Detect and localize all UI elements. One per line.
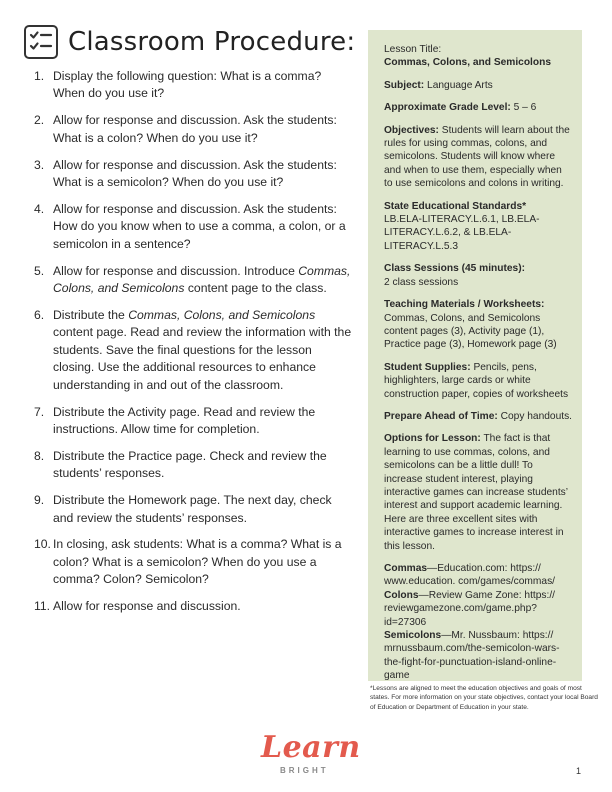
step-text-part: Distribute the Practice page. Check and review the students’ responses. — [53, 448, 327, 481]
prepare-label: Prepare Ahead of Time: — [384, 410, 498, 422]
step-text — [53, 263, 352, 298]
procedure-step — [34, 263, 352, 298]
grade-label: Approximate Grade Level: — [384, 102, 511, 114]
step-number: 9. — [34, 493, 45, 508]
procedure-steps — [34, 68, 352, 625]
logo-main-text: Learn — [261, 730, 361, 765]
step-text-italic: Commas, Colons, and Semicolons — [53, 263, 351, 296]
step-text-part: In closing, ask students: What is a comma? What is a colon? What is a semicolon? When do you use a comma? Colon? Semicolon? — [53, 537, 342, 587]
step-text-part: Distribute the — [53, 307, 129, 322]
lesson-title-value: Commas, Colons, and Semicolons — [384, 57, 551, 69]
game-link-commas[interactable] — [384, 562, 572, 589]
step-number: 8. — [34, 448, 45, 463]
procedure-step — [34, 492, 352, 527]
game-link-text: —Education.com: https:// www.education. com/games/commas/ — [384, 563, 555, 588]
step-number: 7. — [34, 404, 45, 419]
procedure-step — [34, 536, 352, 588]
supplies-label: Student Supplies: — [384, 361, 471, 373]
grade-block — [384, 101, 572, 114]
standards-label: State Educational Standards* — [384, 200, 527, 212]
step-text-part: Allow for response and discussion. Introduce — [53, 263, 299, 278]
game-link-colons[interactable] — [384, 589, 572, 629]
step-text — [53, 157, 352, 192]
supplies-block — [384, 361, 572, 401]
step-number: 4. — [34, 201, 45, 216]
step-text — [53, 404, 352, 439]
materials-value: Commas, Colons, and Semicolons content pages (3), Activity page (1), Practice page (3), Homework page (3) — [384, 312, 557, 351]
prepare-block — [384, 410, 572, 423]
options-label: Options for Lesson: — [384, 433, 481, 445]
prepare-value: Copy handouts. — [500, 410, 573, 422]
step-number: 6. — [34, 307, 45, 322]
step-number: 5. — [34, 263, 45, 278]
procedure-step — [34, 448, 352, 483]
standards-block — [384, 200, 572, 254]
procedure-step — [34, 68, 352, 103]
step-number: 2. — [34, 113, 45, 128]
step-text-part: content page to the class. — [184, 281, 327, 296]
step-text-part: Allow for response and discussion. Ask the students: How do you know when to use a comma, a colon, or a semicolon in a sentence? — [53, 201, 346, 251]
game-link-semicolons[interactable] — [384, 629, 572, 683]
step-text — [53, 598, 352, 615]
standards-footnote: *Lessons are aligned to meet the education objectives and goals of most states. For more information on your state objectives, contact your local Board of Education or Department of Education in your state. — [370, 685, 598, 711]
step-text-part: Allow for response and discussion. Ask the students: What is a colon? When do you use it? — [53, 113, 337, 145]
objectives-block — [384, 124, 572, 191]
grade-value: 5 – 6 — [513, 102, 537, 114]
learn-bright-logo — [255, 730, 361, 782]
subject-value: Language Arts — [427, 79, 493, 91]
step-text-part: Allow for response and discussion. — [53, 599, 241, 614]
page-number: 1 — [576, 766, 582, 776]
step-text — [53, 536, 352, 588]
step-text — [53, 307, 352, 394]
step-text — [53, 448, 352, 483]
procedure-step — [34, 307, 352, 394]
step-text-part: content page. Read and review the information with the students. Save the final questions for the lesson closing. Use the additional resources to enhance understanding in and out of the classroom. — [53, 325, 352, 392]
options-value: The fact is that learning to use commas, colons, and semicolons can be a little dull! To increase student interest, playing interactive games can increase students’ interest and support academic learning. Here are three excellent sites with interactive games to increase interest in this lesson. — [384, 433, 568, 552]
lesson-title-label: Lesson Title: — [384, 44, 442, 55]
procedure-step — [34, 598, 352, 615]
step-number: 10. — [34, 537, 51, 552]
procedure-step — [34, 404, 352, 439]
options-block — [384, 432, 572, 553]
step-text-part: Distribute the Homework page. The next day, check and review the students’ responses. — [53, 493, 332, 525]
game-link-text: —Mr. Nussbaum: https:// mrnussbaum.com/the-semicolon-wars-the-fight-for-punctuation-island-online-game — [384, 630, 560, 682]
step-number: 11. — [34, 599, 51, 614]
game-link-label: Commas — [384, 563, 428, 574]
logo-sub-text: BRIGHT — [280, 766, 329, 775]
lesson-sidebar — [368, 30, 582, 681]
sessions-block — [384, 262, 572, 289]
page-title: Classroom Procedure: — [68, 27, 356, 57]
game-link-label: Semicolons — [384, 630, 442, 642]
sessions-label: Class Sessions (45 minutes): — [384, 263, 525, 275]
sessions-value: 2 class sessions — [384, 276, 459, 288]
objectives-value: Students will learn about the rules for using commas, colons, and semicolons. Students will know where and when to use them, especially when to use semicolons and colons in writing. — [384, 124, 570, 190]
procedure-step — [34, 201, 352, 253]
subject-block — [384, 79, 572, 92]
objectives-label: Objectives: — [384, 124, 439, 136]
standards-value: LB.ELA-LITERACY.L.6.1, LB.ELA-LITERACY.L.6.2, & LB.ELA-LITERACY.L.5.3 — [384, 214, 540, 252]
step-text-part: Display the following question: What is a comma? When do you use it? — [53, 69, 322, 101]
step-text-part: Distribute the Activity page. Read and review the instructions. Allow time for completion. — [53, 404, 316, 436]
materials-block — [384, 298, 572, 352]
subject-label: Subject: — [384, 79, 425, 91]
step-text — [53, 492, 352, 527]
procedure-step — [34, 157, 352, 192]
lesson-title-block — [384, 43, 572, 70]
game-link-label: Colons — [384, 589, 419, 601]
page-header — [24, 24, 355, 60]
step-text — [53, 201, 352, 253]
step-text-italic: Commas, Colons, and Semicolons — [128, 307, 316, 322]
checklist-icon — [24, 25, 58, 59]
step-text — [53, 68, 352, 103]
procedure-step — [34, 112, 352, 147]
game-links-block — [384, 562, 572, 683]
step-number: 1. — [34, 69, 45, 83]
step-text — [53, 112, 352, 147]
step-number: 3. — [34, 157, 45, 172]
game-link-text: —Review Game Zone: https:// reviewgamezone.com/game.php?id=27306 — [384, 589, 555, 628]
materials-label: Teaching Materials / Worksheets: — [384, 299, 545, 311]
step-text-part: Allow for response and discussion. Ask the students: What is a semicolon? When do you use it? — [53, 157, 337, 190]
supplies-value: Pencils, pens, highlighters, large cards or white construction paper, copies of worksheets — [384, 361, 569, 400]
